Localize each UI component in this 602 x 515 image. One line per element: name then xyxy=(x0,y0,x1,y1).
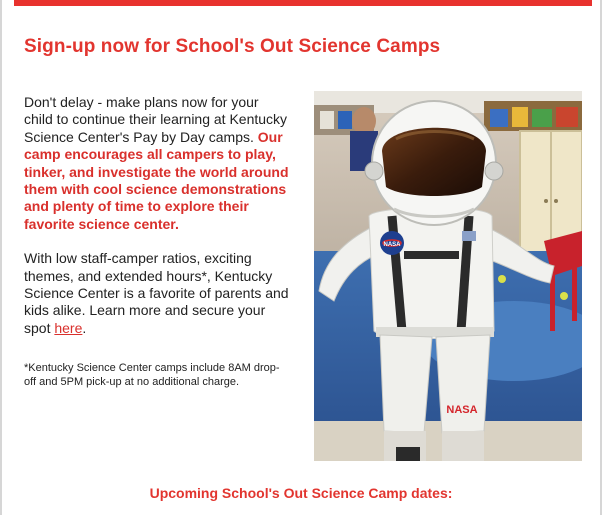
signup-link[interactable]: here xyxy=(54,319,83,336)
body-column xyxy=(24,94,289,389)
details-text: With low staff-camper ratios, exciting themes, and extended hours*, Kentucky Science Center is a favorite of parents and kids alike. Learn more and secure your spot xyxy=(24,250,289,336)
intro-highlight: Our camp encourages all campers to play, tinker, and investigate the world around them with cool science demonstrations and plenty of time to explore their favorite science center. xyxy=(24,128,289,232)
intro-text: Don't delay - make plans now for your child to continue their learning at Kentucky Science Center's Pay by Day camps. xyxy=(24,94,288,145)
headline: Sign-up now for School's Out Science Camps xyxy=(24,36,441,57)
footnote: *Kentucky Science Center camps include 8AM drop-off and 5PM pick-up at no additional charge. xyxy=(24,362,280,389)
nasa-leg-text: NASA xyxy=(446,404,478,416)
upcoming-dates-heading: Upcoming School's Out Science Camp dates: xyxy=(149,485,453,501)
details-paragraph xyxy=(24,250,289,337)
intro-paragraph xyxy=(24,94,289,233)
details-period: . xyxy=(82,319,87,336)
nasa-patch-text: NASA xyxy=(383,242,401,248)
top-accent-bar xyxy=(14,0,592,6)
astronaut-photo xyxy=(314,91,582,461)
